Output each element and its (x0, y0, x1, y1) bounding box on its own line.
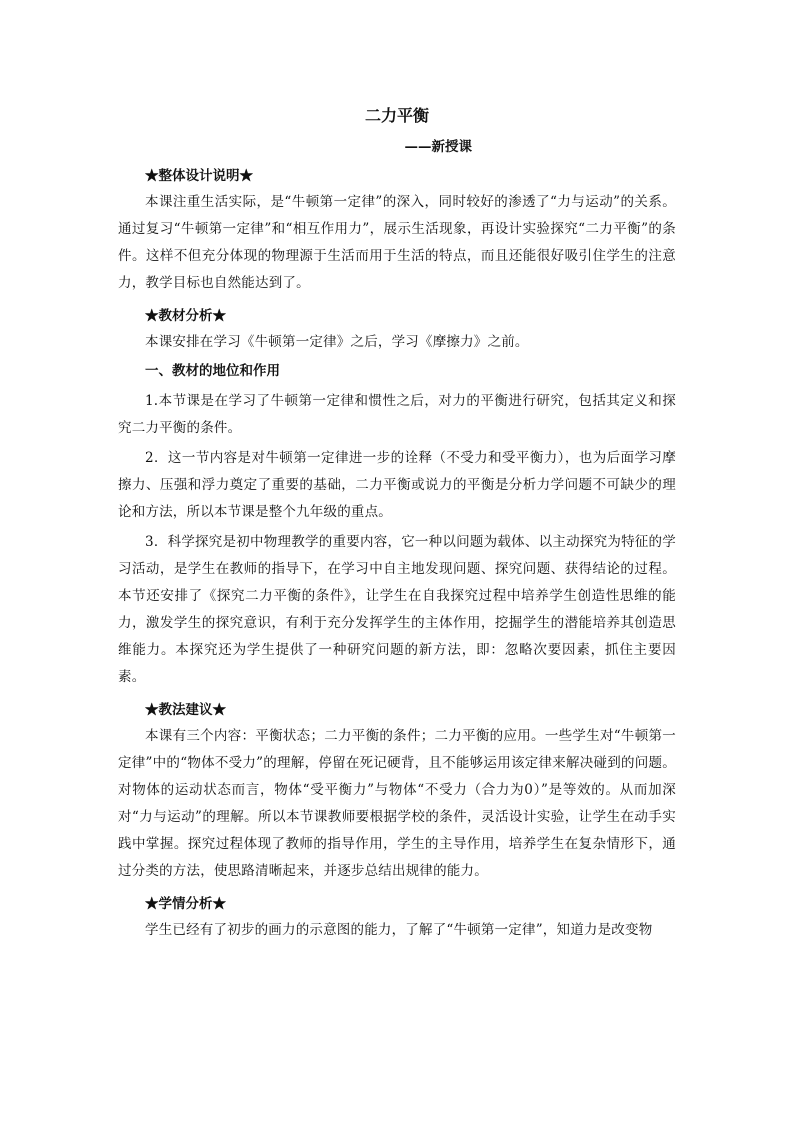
paragraph-teaching: 本课有三个内容：平衡状态；二力平衡的条件；二力平衡的应用。一些学生对“牛顿第一定律”中的“物体不受力”的理解，停留在死记硬背，且不能够运用该定律来解决碰到的问题。对物体的运动状态而言，物体“受平衡力”与物体“不受力（合力为0）”是等效的。从而加深对“力与运动”的理解。所以本节课教师要根据学校的条件，灵活设计实验，让学生在动手实践中掌握。探究过程体现了教师的指导作用，学生的主导作用，培养学生在复杂情形下，通过分类的方法，使思路清晰起来，并逐步总结出规律的能力。 (118, 728, 676, 879)
paragraph-design: 本课注重生活实际，是“牛顿第一定律”的深入，同时较好的渗透了“力与运动”的关系。通过复习“牛顿第一定律”和“相互作用力”，展示生活现象，再设计实验探究“二力平衡”的条件。这样不但充分体现的物理源于生活而用于生活的特点，而且还能很好吸引住学生的注意力，教学目标也自然能达到了。 (118, 194, 676, 291)
subsection-heading-role: 一、教材的地位和作用 (145, 363, 280, 379)
section-heading-textbook: ★教材分析★ (145, 308, 226, 324)
list-item-2: 2．这一节内容是对牛顿第一定律进一步的诠释（不受力和受平衡力），也为后面学习摩擦力、压强和浮力奠定了重要的基础，二力平衡或说力的平衡是分析力学问题不可缺少的理论和方法，所以本节课是整个九年级的重点。 (118, 450, 676, 520)
section-heading-design: ★整体设计说明★ (145, 168, 253, 184)
section-heading-students: ★学情分析★ (145, 896, 226, 912)
document-page (118, 106, 676, 944)
paragraph-textbook: 本课安排在学习《牛顿第一定律》之后，学习《摩擦力》之前。 (145, 334, 529, 350)
list-item-3: 3．科学探究是初中物理教学的重要内容，它一种以问题为载体、以主动探究为特征的学习活动，是学生在教师的指导下，在学习中自主地发现问题、探究问题、获得结论的过程。本节还安排了《探究二力平衡的条件》，让学生在自我探究过程中培养学生创造性思维的能力，激发学生的探究意识，有利于充分发挥学生的主体作用，挖掘学生的潜能培养其创造思维能力。本探究还为学生提供了一种研究问题的新方法，即：忽略次要因素，抓住主要因素。 (118, 534, 676, 685)
paragraph-students: 学生已经有了初步的画力的示意图的能力，了解了“牛顿第一定律”，知道力是改变物 (145, 922, 653, 938)
section-heading-teaching: ★教法建议★ (145, 702, 226, 718)
list-item-1: 1.本节课是在学习了牛顿第一定律和惯性之后，对力的平衡进行研究，包括其定义和探究二力平衡的条件。 (118, 393, 676, 436)
document-subtitle: ——新授课 (404, 139, 472, 155)
document-title: 二力平衡 (364, 106, 429, 125)
